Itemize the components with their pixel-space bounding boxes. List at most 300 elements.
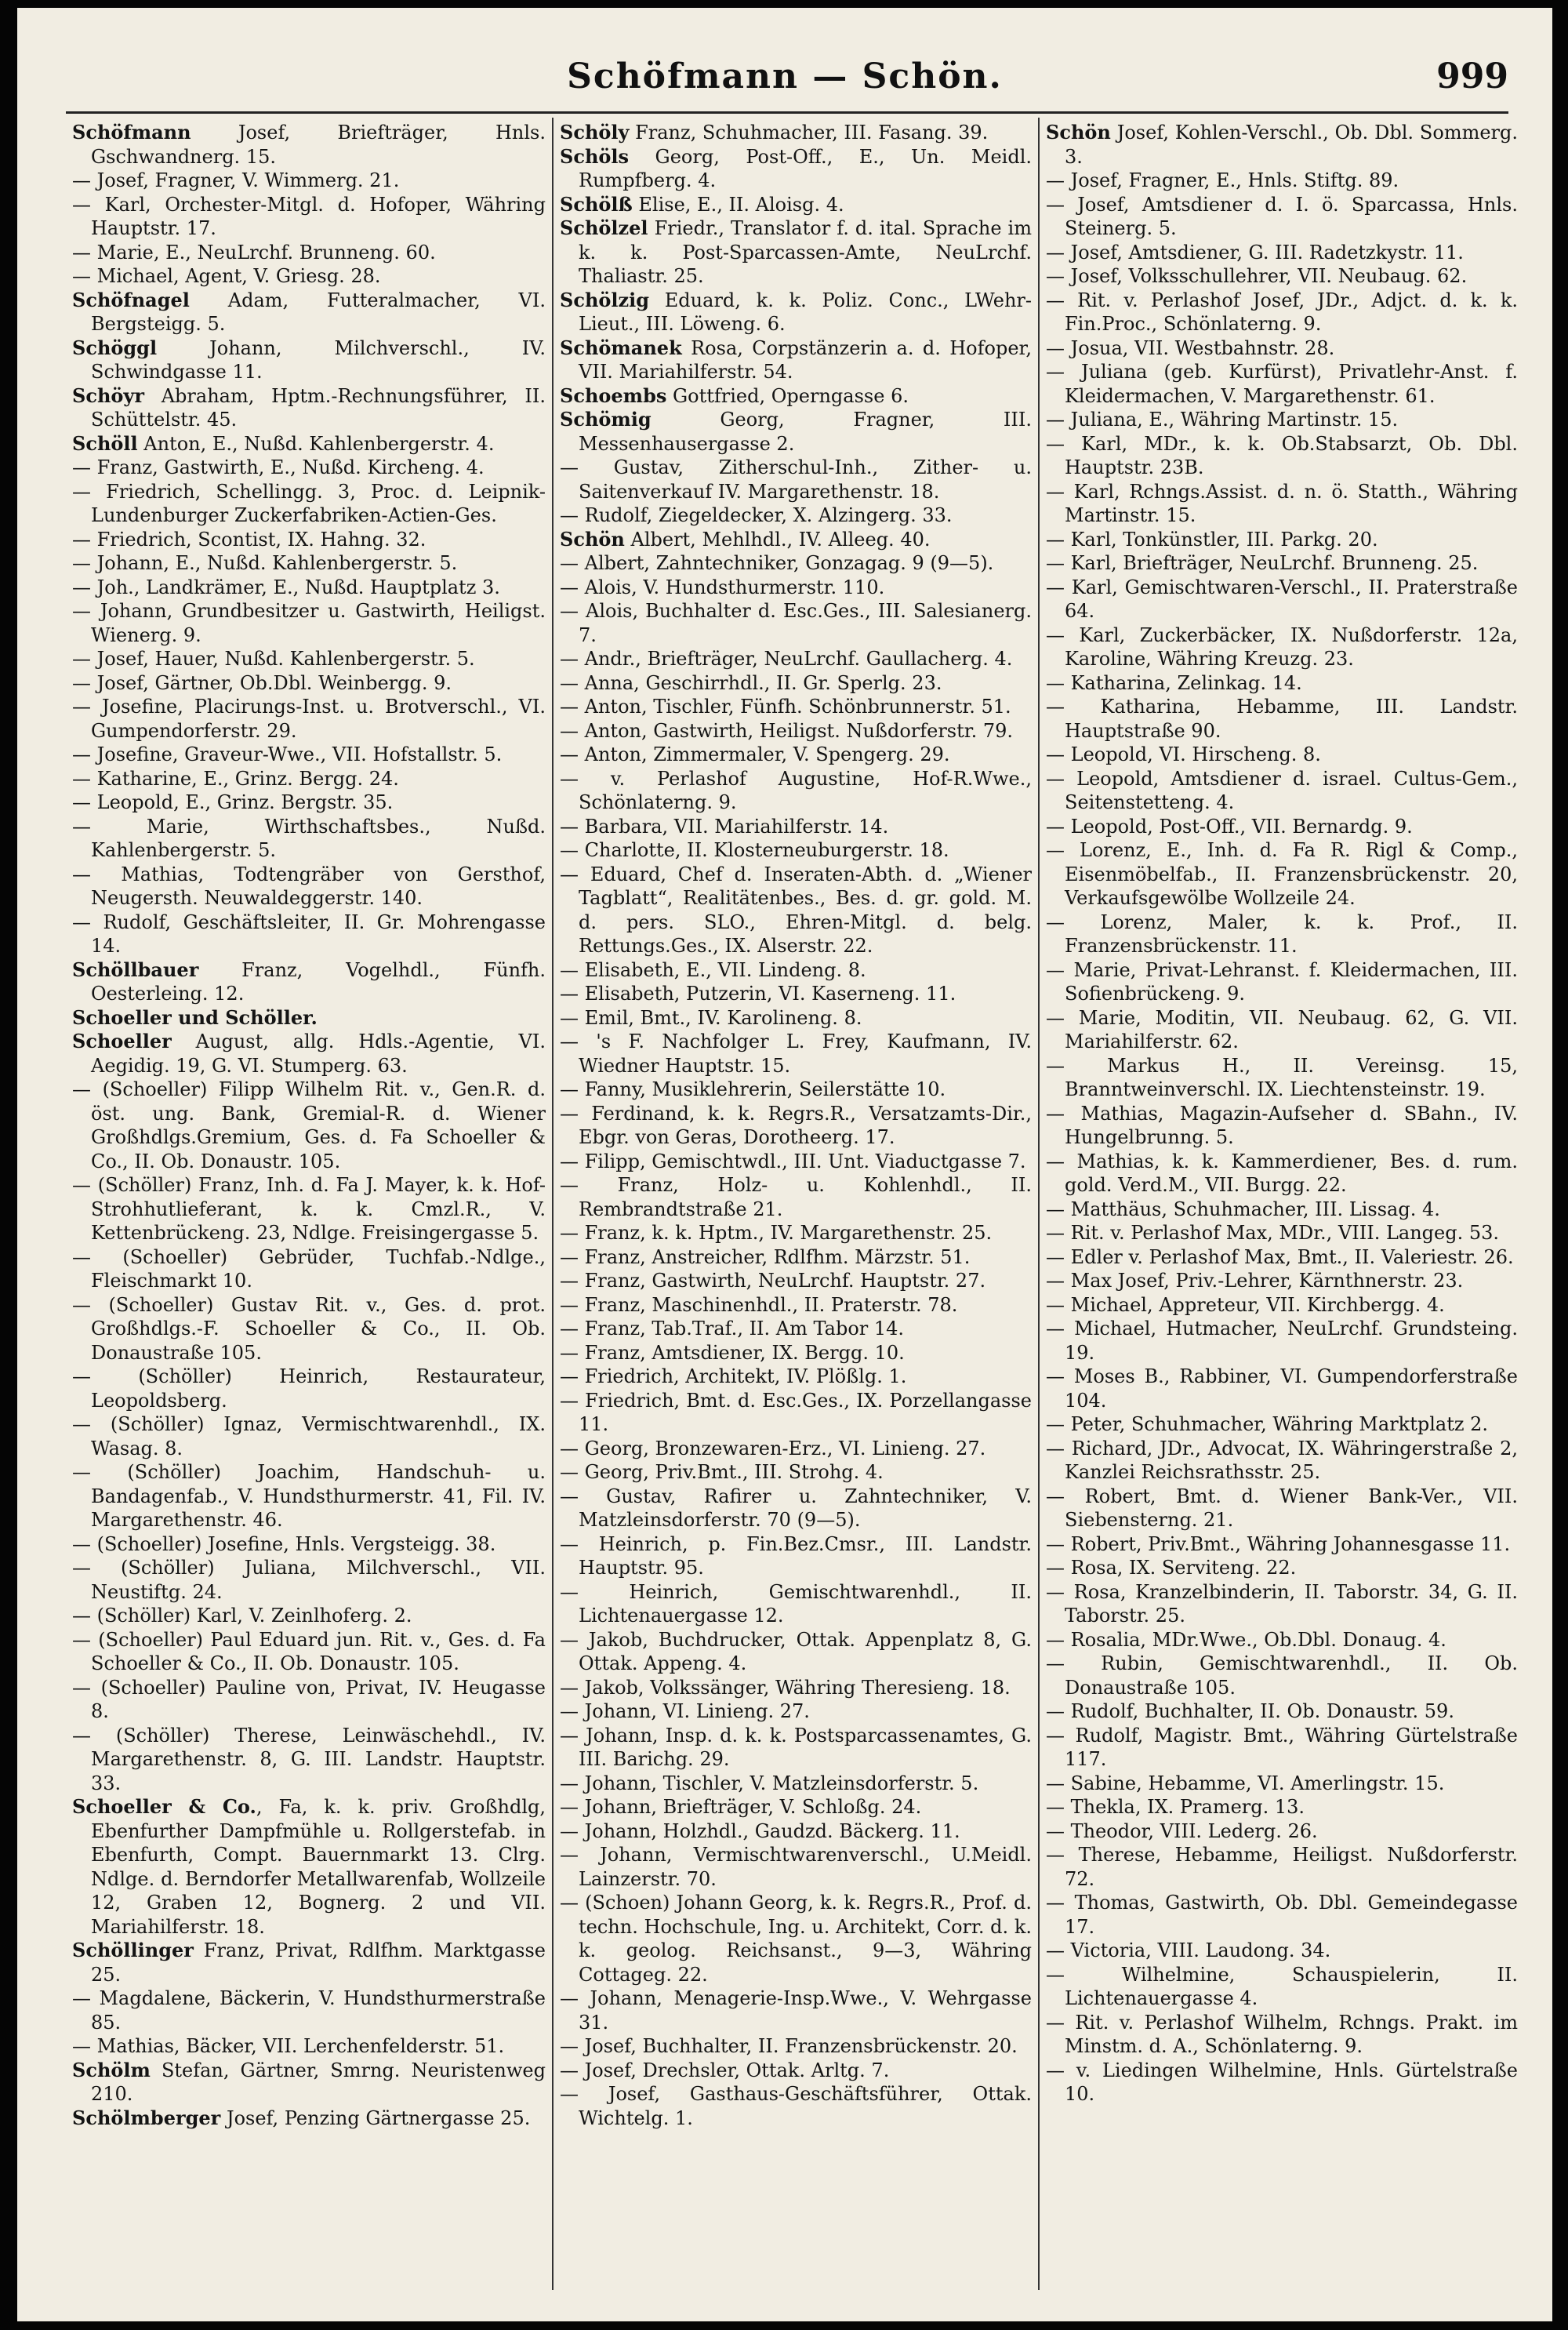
directory-entry xyxy=(1046,1150,1518,1198)
entry-surname: Schömanek xyxy=(560,336,682,359)
directory-entry xyxy=(560,1843,1032,1891)
directory-entry xyxy=(560,121,1032,145)
directory-entry xyxy=(72,480,546,528)
directory-entry xyxy=(560,145,1032,193)
entry-details: — Johann, Grundbesitzer u. Gastwirth, Heiligst. Wienerg. 9. xyxy=(72,600,546,646)
entry-surname: Schölm xyxy=(72,2058,151,2081)
directory-entry xyxy=(1046,1532,1518,1557)
directory-entry xyxy=(72,1556,546,1604)
entry-details: — Franz, Gastwirth, E., Nußd. Kircheng. 4. xyxy=(72,456,485,478)
entry-details: — Franz, Anstreicher, Rdlfhm. Märzstr. 51. xyxy=(560,1245,971,1268)
entry-surname: Schöyr xyxy=(72,383,144,407)
directory-entry xyxy=(560,671,1032,696)
entry-details: — Karl, Zuckerbäcker, IX. Nußdorferstr. 12a, Karoline, Währing Kreuzg. 23. xyxy=(1046,623,1518,670)
entry-details: — Leopold, Amtsdiener d. israel. Cultus-Gem., Seitenstetteng. 4. xyxy=(1046,767,1518,813)
header-rule xyxy=(66,111,1508,114)
entry-details: — Franz, Amtsdiener, IX. Bergg. 10. xyxy=(560,1341,905,1364)
entry-details: — Anton, Gastwirth, Heiligst. Nußdorferstr. 79. xyxy=(560,719,1014,742)
directory-entry xyxy=(560,1819,1032,1844)
directory-entry xyxy=(560,695,1032,719)
entry-details: — Michael, Hutmacher, NeuLrchf. Grundsteing. 19. xyxy=(1046,1318,1518,1364)
entry-surname: Schoeller xyxy=(72,1030,172,1052)
directory-entry xyxy=(560,408,1032,456)
directory-entry xyxy=(1046,1365,1518,1412)
entry-details: — Elisabeth, Putzerin, VI. Kaserneng. 11. xyxy=(560,983,956,1005)
entry-details: — Franz, Gastwirth, NeuLrchf. Hauptstr. 27. xyxy=(560,1270,986,1292)
directory-entry xyxy=(560,1891,1032,1986)
entry-details: — Josef, Fragner, E., Hnls. Stiftg. 89. xyxy=(1046,169,1399,191)
entry-details: — Anton, Zimmermaler, V. Spengerg. 29. xyxy=(560,743,950,765)
directory-entry xyxy=(560,2059,1032,2083)
directory-entry xyxy=(1046,838,1518,911)
entry-details: — Leopold, Post-Off., VII. Bernardg. 9. xyxy=(1046,815,1413,838)
directory-entry xyxy=(560,1795,1032,1819)
page-number: 999 xyxy=(1436,56,1508,96)
entry-details: — (Schoeller) Gebrüder, Tuchfab.-Ndlge., Fleischmarkt 10. xyxy=(72,1245,546,1292)
directory-entry xyxy=(560,289,1032,336)
directory-entry xyxy=(560,1724,1032,1772)
directory-entry xyxy=(560,743,1032,767)
directory-entry xyxy=(1046,1772,1518,1796)
directory-entry xyxy=(72,1245,546,1293)
directory-entry xyxy=(72,384,546,432)
entry-details: — Robert, Bmt. d. Wiener Bank-Ver., VII. Siebensterng. 21. xyxy=(1046,1485,1518,1531)
directory-entry xyxy=(72,1986,546,2034)
directory-entry xyxy=(1046,815,1518,839)
entry-details: — Josef, Amtsdiener d. I. ö. Sparcassa, Hnls. Steinerg. 5. xyxy=(1046,193,1518,239)
entry-details: — Karl, MDr., k. k. Ob.Stabsarzt, Ob. Dbl. Hauptstr. 23B. xyxy=(1046,432,1518,478)
directory-entry xyxy=(72,695,546,743)
entry-details: — (Schoeller) Paul Eduard jun. Rit. v., Ges. d. Fa Schoeller & Co., II. Ob. Donaustr. 105. xyxy=(72,1628,546,1674)
entry-details: — Michael, Appreteur, VII. Kirchbergg. 4. xyxy=(1046,1293,1445,1316)
entry-details: — Marie, E., NeuLrchf. Brunneng. 60. xyxy=(72,241,436,264)
entry-details: August, allg. Hdls.-Agentie, VI. Aegidig. 19, G. VI. Stumperg. 63. xyxy=(91,1031,546,1077)
directory-entry xyxy=(560,1772,1032,1796)
entry-surname: Schölzel xyxy=(560,216,648,239)
entry-details: — Mathias, Todtengräber von Gersthof, Neugersth. Neuwaldeggerstr. 140. xyxy=(72,863,546,909)
directory-entry xyxy=(72,863,546,911)
directory-entry xyxy=(72,241,546,265)
directory-entry xyxy=(72,1078,546,1173)
directory-entry xyxy=(560,1460,1032,1485)
directory-entry xyxy=(1046,264,1518,289)
entry-surname: Schölzig xyxy=(560,288,650,311)
running-title: Schöfmann — Schön. xyxy=(567,56,1003,96)
directory-entry xyxy=(560,815,1032,839)
directory-entry xyxy=(560,958,1032,983)
directory-entry xyxy=(72,1604,546,1628)
entry-details: — Elisabeth, E., VII. Lindeng. 8. xyxy=(560,958,866,981)
directory-entry xyxy=(72,743,546,767)
directory-entry xyxy=(560,1102,1032,1150)
directory-entry xyxy=(1046,528,1518,552)
entry-details: Friedr., Translator f. d. ital. Sprache im k. k. Post-Sparcassen-Amte, NeuLrchf. Thaliastr. 25. xyxy=(579,217,1032,287)
directory-entry xyxy=(72,169,546,193)
entry-details: — Matthäus, Schuhmacher, III. Lissag. 4. xyxy=(1046,1198,1440,1220)
entry-details: Josef, Briefträger, Hnls. Gschwandnerg. 15. xyxy=(91,122,546,168)
directory-entry xyxy=(1046,743,1518,767)
entry-surname: Schöfnagel xyxy=(72,288,190,311)
entry-details: — (Schöller) Franz, Inh. d. Fa J. Mayer, k. k. Hof-Strohhutlieferant, k. k. Cmzl.R., V. Kettenbrückeng. 23, Ndlge. Freisingergasse 5. xyxy=(72,1174,546,1244)
entry-details: — Friedrich, Bmt. d. Esc.Ges., IX. Porzellangasse 11. xyxy=(560,1389,1032,1435)
entry-details: — Rit. v. Perlashof Wilhelm, Rchngs. Prakt. im Minstm. d. A., Schönlaterng. 9. xyxy=(1046,2011,1518,2057)
directory-entry xyxy=(72,599,546,647)
entry-details: — (Schöller) Joachim, Handschuh- u. Bandagenfab., V. Hundsthurmerstr. 41, Fil. IV. Margarethenstr. 46. xyxy=(72,1461,546,1531)
entry-details: — (Schoen) Johann Georg, k. k. Regrs.R., Prof. d. techn. Hochschule, Ing. u. Architekt, Corr. d. k. k. geolog. Reichsanst., 9—3, Währing Cottageg. 22. xyxy=(560,1892,1032,1986)
entry-details: — Franz, Tab.Traf., II. Am Tabor 14. xyxy=(560,1318,905,1339)
entry-details: — Albert, Zahntechniker, Gonzagag. 9 (9—5). xyxy=(560,552,994,574)
directory-entry xyxy=(560,1269,1032,1293)
directory-entry xyxy=(560,647,1032,671)
directory-entry xyxy=(560,528,1032,552)
entry-surname: Schön xyxy=(1046,121,1111,144)
entry-details: — (Schöller) Juliana, Milchverschl., VII. Neustiftg. 24. xyxy=(72,1557,546,1603)
directory-entry xyxy=(560,1986,1032,2034)
directory-entry xyxy=(1046,336,1518,361)
entry-details: — Josefine, Placirungs-Inst. u. Brotverschl., VI. Gumpendorferstr. 29. xyxy=(72,696,546,742)
entry-details: — Karl, Orchester-Mitgl. d. Hofoper, Währing Hauptstr. 17. xyxy=(72,193,546,239)
directory-entry xyxy=(1046,767,1518,815)
directory-entry xyxy=(1046,2011,1518,2059)
directory-entry xyxy=(1046,408,1518,432)
directory-entry xyxy=(560,599,1032,647)
directory-entry xyxy=(1046,289,1518,336)
entry-details: — Josef, Fragner, V. Wimmerg. 21. xyxy=(72,169,400,191)
directory-entry xyxy=(72,1628,546,1676)
directory-entry xyxy=(1046,1628,1518,1652)
entry-details: — Rosa, Kranzelbinderin, II. Taborstr. 34, G. II. Taborstr. 25. xyxy=(1046,1580,1518,1627)
entry-details: — Jakob, Buchdrucker, Ottak. Appenplatz 8, G. Ottak. Appeng. 4. xyxy=(560,1628,1032,1674)
directory-entry xyxy=(560,1580,1032,1628)
directory-entry xyxy=(1046,1819,1518,1844)
directory-entry xyxy=(72,671,546,696)
entry-details: , Fa, k. k. priv. Großhdlg, Ebenfurther Dampfmühle u. Rollgerstefab. in Ebenfurth, Compt. Bauernmarkt 13. Clrg. Ndlge. d. Berndorfer Metallwarenfab, Wollzeile 12, Graben 12, Bognerg. 2 und VII. Mariahilferstr. 18. xyxy=(91,1796,546,1938)
directory-entry xyxy=(1046,1963,1518,2011)
entry-details: — Friedrich, Architekt, IV. Plößlg. 1. xyxy=(560,1365,907,1387)
directory-entry xyxy=(1046,1724,1518,1772)
entry-details: — Max Josef, Priv.-Lehrer, Kärnthnerstr. 23. xyxy=(1046,1270,1464,1292)
directory-entry xyxy=(72,1724,546,1796)
entry-details: — Gustav, Zitherschul-Inh., Zither- u. Saitenverkauf IV. Margarethenstr. 18. xyxy=(560,456,1032,503)
entry-details: — Thomas, Gastwirth, Ob. Dbl. Gemeindegasse 17. xyxy=(1046,1892,1518,1938)
entry-details: — (Schöller) Heinrich, Restaurateur, Leopoldsberg. xyxy=(72,1365,546,1412)
entry-details: — Franz, Maschinenhdl., II. Praterstr. 78. xyxy=(560,1293,958,1316)
entry-details: — Ferdinand, k. k. Regrs.R., Versatzamts-Dir., Ebgr. von Geras, Dorotheerg. 17. xyxy=(560,1102,1032,1148)
directory-entry xyxy=(560,1173,1032,1221)
directory-entry xyxy=(1046,1437,1518,1485)
directory-entry xyxy=(72,1173,546,1245)
entry-details: Georg, Fragner, III. Messenhausergasse 2. xyxy=(579,409,1032,455)
entry-details: Albert, Mehlhdl., IV. Alleeg. 40. xyxy=(624,528,931,551)
directory-entry xyxy=(1046,1580,1518,1628)
entry-details: — Charlotte, II. Klosterneuburgerstr. 18. xyxy=(560,839,949,861)
entry-details: — (Schoeller) Josefine, Hnls. Vergsteigg. 38. xyxy=(72,1532,496,1555)
entry-details: Adam, Futteralmacher, VI. Bergsteigg. 5. xyxy=(91,289,546,335)
columns-container xyxy=(66,118,1518,2290)
directory-entry xyxy=(560,1485,1032,1532)
entry-surname: Schöfmann xyxy=(72,121,191,144)
entry-details: — Barbara, VII. Mariahilferstr. 14. xyxy=(560,815,889,838)
column-2 xyxy=(552,118,1038,2290)
entry-surname: Schöls xyxy=(560,144,630,168)
directory-entry xyxy=(560,767,1032,815)
directory-entry xyxy=(1046,1221,1518,1245)
directory-entry xyxy=(560,2082,1032,2130)
directory-entry xyxy=(72,576,546,600)
entry-details: — v. Perlashof Augustine, Hof-R.Wwe., Schönlaterng. 9. xyxy=(560,767,1032,813)
entry-details: — Josef, Amtsdiener, G. III. Radetzkystr. 11. xyxy=(1046,241,1464,264)
entry-details: — Joh., Landkrämer, E., Nußd. Hauptplatz 3. xyxy=(72,576,500,598)
directory-entry xyxy=(1046,1245,1518,1270)
directory-entry xyxy=(1046,1699,1518,1724)
directory-entry xyxy=(1046,576,1518,623)
entry-details: — Rit. v. Perlashof Josef, JDr., Adjct. d. k. k. Fin.Proc., Schönlaterng. 9. xyxy=(1046,289,1518,335)
directory-entry xyxy=(1046,1485,1518,1532)
directory-entry xyxy=(560,1437,1032,1461)
directory-entry xyxy=(560,1628,1032,1676)
directory-entry xyxy=(560,1030,1032,1078)
entry-details: — (Schöller) Karl, V. Zeinlhoferg. 2. xyxy=(72,1605,412,1627)
entry-details: — Marie, Moditin, VII. Neubaug. 62, G. VII. Mariahilferstr. 62. xyxy=(1046,1006,1518,1052)
directory-entry xyxy=(560,1365,1032,1389)
entry-details: — Heinrich, p. Fin.Bez.Cmsr., III. Landstr. Hauptstr. 95. xyxy=(560,1532,1032,1579)
entry-details: — Johann, Tischler, V. Matzleinsdorferstr. 5. xyxy=(560,1772,979,1794)
entry-details: — Juliana (geb. Kurfürst), Privatlehr-Anst. f. Kleidermachen, V. Margarethenstr. 61. xyxy=(1046,361,1518,407)
entry-details: — Markus H., II. Vereinsg. 15, Branntweinverschl. IX. Liechtensteinstr. 19. xyxy=(1046,1054,1518,1100)
directory-entry xyxy=(1046,695,1518,743)
entry-details: — Marie, Privat-Lehranst. f. Kleidermachen, III. Sofienbrückeng. 9. xyxy=(1046,958,1518,1005)
directory-entry xyxy=(72,1412,546,1460)
entry-details: — Rubin, Gemischtwarenhdl., II. Ob. Donaustraße 105. xyxy=(1046,1652,1518,1699)
entry-details: — Karl, Tonkünstler, III. Parkg. 20. xyxy=(1046,528,1378,551)
directory-entry xyxy=(1046,1412,1518,1437)
entry-details: Josef, Penzing Gärtnergasse 25. xyxy=(220,2106,531,2129)
directory-entry xyxy=(72,456,546,480)
entry-details: — Georg, Bronzewaren-Erz., VI. Linieng. 27. xyxy=(560,1437,986,1459)
directory-entry xyxy=(72,911,546,958)
directory-entry xyxy=(72,1006,546,1031)
directory-entry xyxy=(72,1795,546,1939)
entry-surname: Schöllinger xyxy=(72,1939,194,1961)
directory-entry xyxy=(72,815,546,863)
directory-entry xyxy=(560,384,1032,409)
entry-details: Franz, Vogelhdl., Fünfh. Oesterleing. 12. xyxy=(91,958,546,1005)
entry-surname: Schoeller & Co. xyxy=(72,1795,256,1818)
entry-details: — Josef, Drechsler, Ottak. Arltg. 7. xyxy=(560,2059,890,2081)
directory-entry xyxy=(1046,1317,1518,1365)
entry-details: Johann, Milchverschl., IV. Schwindgasse 11. xyxy=(91,336,546,383)
directory-entry xyxy=(72,336,546,384)
entry-details: — (Schoeller) Filipp Wilhelm Rit. v., Gen.R. d. öst. ung. Bank, Gremial-R. d. Wiener Großhdlgs.Gremium, Ges. d. Fa Schoeller & Co., II. Ob. Donaustr. 105. xyxy=(72,1078,546,1172)
directory-entry xyxy=(560,1078,1032,1102)
entry-details: Rosa, Corpstänzerin a. d. Hofoper, VII. Mariahilferstr. 54. xyxy=(579,336,1032,383)
entry-details: — Marie, Wirthschaftsbes., Nußd. Kahlenbergerstr. 5. xyxy=(72,815,546,861)
entry-details: — Magdalene, Bäckerin, V. Hundsthurmerstraße 85. xyxy=(72,1987,546,2034)
directory-entry xyxy=(1046,1939,1518,1963)
directory-entry xyxy=(72,551,546,576)
directory-entry xyxy=(1046,193,1518,241)
directory-entry xyxy=(72,1293,546,1365)
entry-details: — Richard, JDr., Advocat, IX. Währingerstraße 2, Kanzlei Reichsrathsstr. 25. xyxy=(1046,1437,1518,1483)
entry-details: — Karl, Briefträger, NeuLrchf. Brunneng. 25. xyxy=(1046,552,1479,574)
entry-details: — Josef, Gärtner, Ob.Dbl. Weinbergg. 9. xyxy=(72,671,452,694)
entry-details: — Mathias, Magazin-Aufseher d. SBahn., IV. Hungelbrunng. 5. xyxy=(1046,1102,1518,1148)
entry-details: — Anton, Tischler, Fünfh. Schönbrunnerstr. 51. xyxy=(560,696,1011,718)
entry-details: — (Schoeller) Gustav Rit. v., Ges. d. prot. Großhdlgs.-F. Schoeller & Co., II. Ob. Donaustraße 105. xyxy=(72,1293,546,1364)
directory-entry xyxy=(560,1699,1032,1724)
entry-surname: Schömig xyxy=(560,408,652,431)
directory-entry xyxy=(1046,1795,1518,1819)
entry-surname: Schölmberger xyxy=(72,2106,221,2129)
entry-surname: Schoembs xyxy=(560,383,667,407)
entry-details: Gottfried, Operngasse 6. xyxy=(666,384,909,407)
directory-entry xyxy=(560,982,1032,1006)
entry-details: — Katharine, E., Grinz. Bergg. 24. xyxy=(72,767,399,790)
entry-details: — Rudolf, Geschäftsleiter, II. Gr. Mohrengasse 14. xyxy=(72,911,546,957)
directory-entry xyxy=(1046,2059,1518,2106)
column-1 xyxy=(66,118,552,2290)
directory-entry xyxy=(72,647,546,671)
entry-details: — Rudolf, Magistr. Bmt., Währing Gürtelstraße 117. xyxy=(1046,1724,1518,1770)
directory-entry xyxy=(72,193,546,241)
directory-entry xyxy=(72,528,546,552)
entry-details: — Eduard, Chef d. Inseraten-Abth. d. „Wiener Tagblatt“, Realitätenbes., Bes. d. gr. gold. M. d. pers. SLO., Ehren-Mitgl. d. belg. Rettungs.Ges., IX. Alserstr. 22. xyxy=(560,863,1032,957)
directory-entry xyxy=(560,838,1032,863)
entry-details: — (Schöller) Ignaz, Vermischtwarenhdl., IX. Wasag. 8. xyxy=(72,1413,546,1459)
directory-entry xyxy=(72,1676,546,1724)
entry-details: — Jakob, Volkssänger, Währing Theresieng. 18. xyxy=(560,1676,1011,1699)
directory-entry xyxy=(560,576,1032,600)
directory-entry xyxy=(72,1939,546,1986)
directory-entry xyxy=(560,2034,1032,2059)
directory-entry xyxy=(72,958,546,1006)
directory-entry xyxy=(560,719,1032,743)
directory-entry xyxy=(1046,480,1518,528)
entry-details: Abraham, Hptm.-Rechnungsführer, II. Schüttelstr. 45. xyxy=(91,384,546,431)
directory-entry xyxy=(1046,1843,1518,1891)
entry-details: — Lorenz, E., Inh. d. Fa R. Rigl & Comp., Eisenmöbelfab., II. Franzensbrückenstr. 20, Verkaufsgewölbe Wollzeile 24. xyxy=(1046,839,1518,909)
page-header xyxy=(17,56,1552,111)
entry-details: Franz, Privat, Rdlfhm. Marktgasse 25. xyxy=(91,1939,546,1986)
entry-details: — Johann, Menagerie-Insp.Wwe., V. Wehrgasse 31. xyxy=(560,1987,1032,2034)
entry-details: — Mathias, Bäcker, VII. Lerchenfelderstr. 51. xyxy=(72,2035,505,2057)
entry-details: — Georg, Priv.Bmt., III. Strohg. 4. xyxy=(560,1461,884,1483)
directory-entry xyxy=(1046,360,1518,408)
entry-surname: Schöggl xyxy=(72,336,158,359)
directory-entry xyxy=(1046,1006,1518,1054)
entry-details: Georg, Post-Off., E., Un. Meidl. Rumpfberg. 4. xyxy=(579,145,1032,191)
directory-entry xyxy=(72,1532,546,1557)
directory-entry xyxy=(72,432,546,456)
directory-entry xyxy=(1046,1652,1518,1699)
entry-surname: Schölß xyxy=(560,192,633,216)
entry-details: — Leopold, E., Grinz. Bergstr. 35. xyxy=(72,791,394,813)
directory-entry xyxy=(1046,121,1518,169)
directory-entry xyxy=(560,1532,1032,1580)
entry-details: — Johann, Holzhdl., Gaudzd. Bäckerg. 11. xyxy=(560,1819,960,1842)
directory-entry xyxy=(560,216,1032,289)
entry-details: — Johann, Insp. d. k. k. Postsparcassenamtes, G. III. Barichg. 29. xyxy=(560,1724,1032,1770)
directory-entry xyxy=(72,767,546,791)
directory-entry xyxy=(72,2059,546,2106)
entry-details: — Rit. v. Perlashof Max, MDr., VIII. Langeg. 53. xyxy=(1046,1222,1500,1244)
directory-entry xyxy=(72,1030,546,1078)
entry-details: — Johann, Briefträger, V. Schloßg. 24. xyxy=(560,1796,922,1818)
directory-entry xyxy=(1046,1198,1518,1222)
entry-details: — Katharina, Hebamme, III. Landstr. Hauptstraße 90. xyxy=(1046,696,1518,742)
entry-details: — Michael, Agent, V. Griesg. 28. xyxy=(72,265,381,287)
directory-entry xyxy=(72,1365,546,1412)
entry-details: — Anna, Geschirrhdl., II. Gr. Sperlg. 23. xyxy=(560,671,942,694)
directory-entry xyxy=(560,1006,1032,1031)
directory-entry xyxy=(560,1150,1032,1174)
entry-details: — Rudolf, Ziegeldecker, X. Alzingerg. 33. xyxy=(560,504,953,526)
entry-details: — Katharina, Zelinkag. 14. xyxy=(1046,671,1302,694)
entry-details: — Mathias, k. k. Kammerdiener, Bes. d. rum. gold. Verd.M., VII. Burgg. 22. xyxy=(1046,1150,1518,1196)
entry-surname: Schoeller und Schöller. xyxy=(72,1005,318,1029)
entry-surname: Schöll xyxy=(72,431,138,455)
entry-details: — Josefine, Graveur-Wwe., VII. Hofstallstr. 5. xyxy=(72,743,503,765)
entry-details: — Johann, VI. Linieng. 27. xyxy=(560,1700,810,1722)
entry-details: Franz, Schuhmacher, III. Fasang. 39. xyxy=(629,122,989,144)
entry-details: — Filipp, Gemischtwdl., III. Unt. Viaductgasse 7. xyxy=(560,1150,1026,1172)
entry-details: Eduard, k. k. Poliz. Conc., LWehr-Lieut., III. Löweng. 6. xyxy=(579,289,1032,335)
column-3 xyxy=(1038,118,1524,2290)
directory-entry xyxy=(1046,1269,1518,1293)
entry-details: — Josef, Volksschullehrer, VII. Neubaug. 62. xyxy=(1046,265,1468,287)
directory-entry xyxy=(560,863,1032,958)
entry-details: — Therese, Hebamme, Heiligst. Nußdorferstr. 72. xyxy=(1046,1844,1518,1890)
entry-details: — Leopold, VI. Hirscheng. 8. xyxy=(1046,743,1321,765)
entry-surname: Schöly xyxy=(560,121,630,144)
directory-entry xyxy=(1046,958,1518,1006)
entry-details: — Robert, Priv.Bmt., Währing Johannesgasse 11. xyxy=(1046,1532,1511,1555)
directory-page xyxy=(17,8,1552,2321)
entry-details: Stefan, Gärtner, Smrng. Neuristenweg 210. xyxy=(91,2059,546,2105)
entry-details: — Friedrich, Schellingg. 3, Proc. d. Leipnik-Lundenburger Zuckerfabriken-Actien-Ges. xyxy=(72,480,546,526)
entry-details: Elise, E., II. Aloisg. 4. xyxy=(632,193,844,216)
entry-details: — Edler v. Perlashof Max, Bmt., II. Valeriestr. 26. xyxy=(1046,1245,1514,1268)
directory-entry xyxy=(560,503,1032,528)
directory-entry xyxy=(1046,551,1518,576)
directory-entry xyxy=(1046,169,1518,193)
directory-entry xyxy=(72,289,546,336)
entry-details: — Friedrich, Scontist, IX. Hahng. 32. xyxy=(72,528,426,551)
entry-details: — Juliana, E., Währing Martinstr. 15. xyxy=(1046,409,1399,431)
entry-details: — (Schoeller) Pauline von, Privat, IV. Heugasse 8. xyxy=(72,1676,546,1722)
entry-details: — Josef, Gasthaus-Geschäftsführer, Ottak. Wichtelg. 1. xyxy=(560,2083,1032,2129)
entry-details: — Emil, Bmt., IV. Karolineng. 8. xyxy=(560,1006,862,1029)
entry-details: Anton, E., Nußd. Kahlenbergerstr. 4. xyxy=(137,432,495,455)
entry-details: — Rosalia, MDr.Wwe., Ob.Dbl. Donaug. 4. xyxy=(1046,1628,1446,1651)
entry-surname: Schöllbauer xyxy=(72,958,199,981)
directory-entry xyxy=(560,193,1032,217)
directory-entry xyxy=(1046,1102,1518,1150)
entry-details: — 's F. Nachfolger L. Frey, Kaufmann, IV. Wiedner Hauptstr. 15. xyxy=(560,1031,1032,1077)
entry-details: — Wilhelmine, Schauspielerin, II. Lichtenauergasse 4. xyxy=(1046,1963,1518,2009)
entry-details: — Moses B., Rabbiner, VI. Gumpendorferstraße 104. xyxy=(1046,1365,1518,1412)
directory-entry xyxy=(560,336,1032,384)
directory-entry xyxy=(560,1245,1032,1270)
directory-entry xyxy=(1046,1293,1518,1318)
entry-details: — Theodor, VIII. Lederg. 26. xyxy=(1046,1819,1318,1842)
entry-details: — Sabine, Hebamme, VI. Amerlingstr. 15. xyxy=(1046,1772,1445,1794)
directory-entry xyxy=(1046,1556,1518,1580)
directory-entry xyxy=(1046,241,1518,265)
directory-entry xyxy=(560,1317,1032,1341)
entry-details: — Heinrich, Gemischtwarenhdl., II. Lichtenauergasse 12. xyxy=(560,1580,1032,1627)
entry-details: — Josef, Buchhalter, II. Franzensbrückenstr. 20. xyxy=(560,2035,1018,2057)
